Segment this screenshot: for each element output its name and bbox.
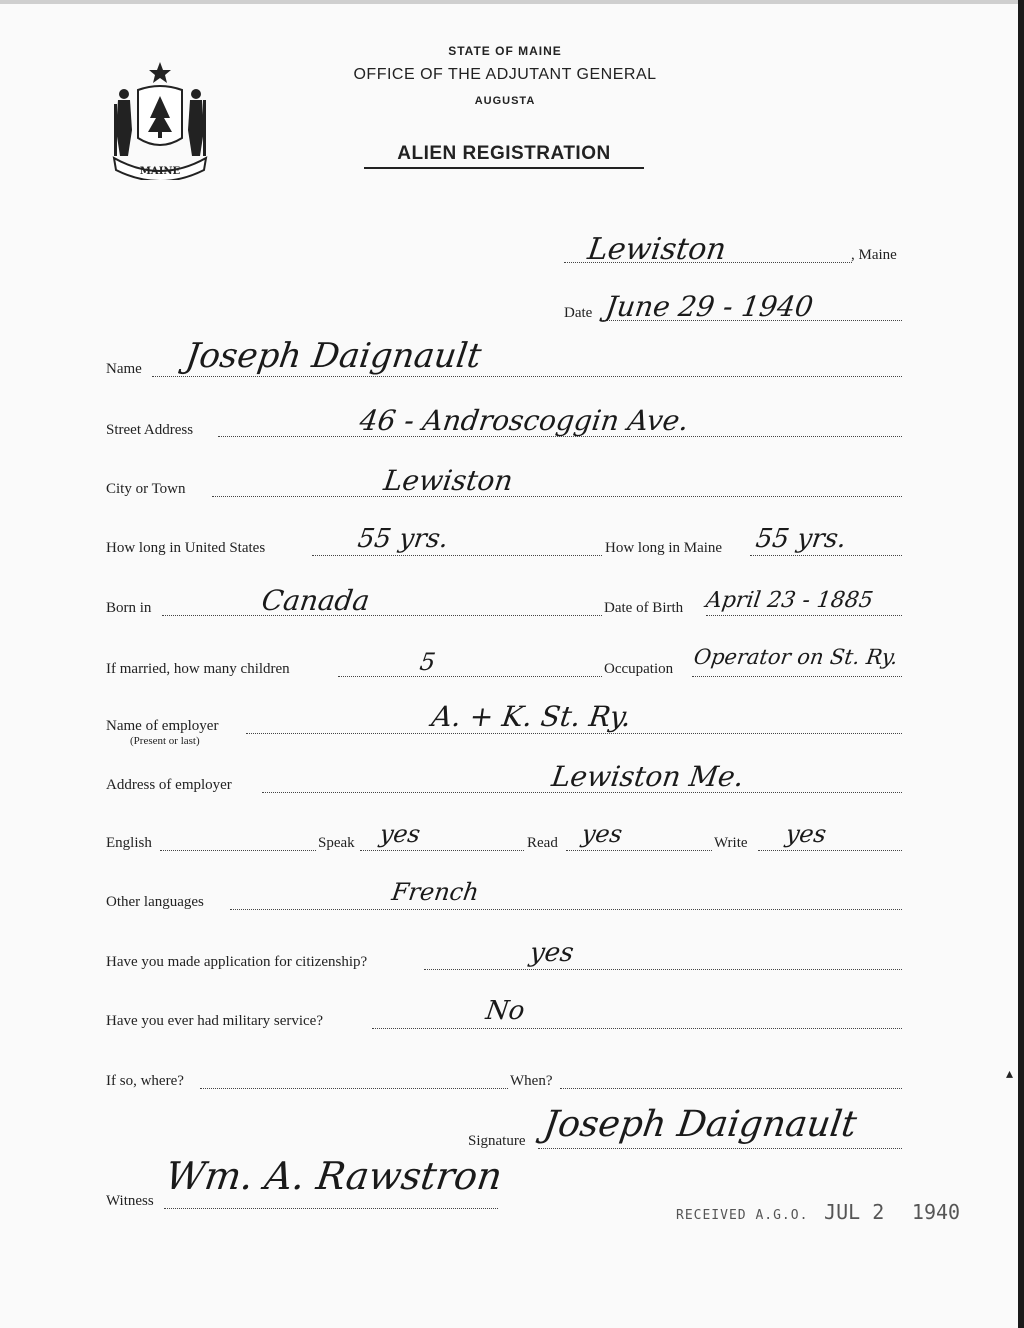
street-address-label: Street Address [106, 422, 194, 438]
born-in-entry: Canada [259, 584, 372, 617]
occupation-entry: Operator on St. Ry. [692, 645, 900, 669]
town-entry: Lewiston [585, 232, 729, 267]
how-long-us-label: How long in United States [106, 540, 266, 556]
military-label: Have you ever had military service? [106, 1013, 323, 1029]
scan-mark-icon: ▴ [1006, 1066, 1014, 1082]
occupation-line [692, 676, 902, 677]
if-so-where-line [200, 1088, 508, 1089]
how-long-maine-entry: 55 yrs. [753, 524, 849, 554]
english-line [160, 850, 316, 851]
employer-name-label: Name of employer [106, 718, 219, 734]
write-line [758, 850, 902, 851]
when-label: When? [510, 1073, 553, 1089]
military-entry: No [483, 996, 527, 1026]
speak-label: Speak [318, 835, 355, 851]
speak-entry: yes [378, 820, 423, 848]
how-long-us-line [312, 555, 602, 556]
city-line [212, 496, 902, 497]
employer-name-sublabel: (Present or last) [130, 735, 200, 747]
signature-entry: Joseph Daignault [541, 1104, 860, 1145]
read-label: Read [527, 835, 558, 851]
city-label: City or Town [106, 481, 186, 497]
read-line [566, 850, 712, 851]
name-line [152, 376, 902, 377]
name-label: Name [106, 361, 142, 377]
maine-seal-icon [108, 60, 212, 180]
citizenship-entry: yes [527, 938, 576, 968]
employer-address-entry: Lewiston Me. [549, 760, 746, 793]
citizenship-label: Have you made application for citizenship? [106, 954, 368, 970]
born-in-label: Born in [106, 600, 152, 616]
city-entry: Lewiston [381, 464, 515, 497]
date-of-birth-label: Date of Birth [604, 600, 684, 616]
children-label: If married, how many children [106, 661, 290, 677]
witness-label: Witness [106, 1193, 154, 1209]
other-languages-line [230, 909, 902, 910]
street-address-entry: 46 - Androscoggin Ave. [357, 404, 691, 437]
witness-entry: Wm. A. Rawstron [162, 1154, 505, 1198]
if-so-where-label: If so, where? [106, 1073, 184, 1089]
signature-line [538, 1148, 902, 1149]
citizenship-line [424, 969, 902, 970]
header-city: AUGUSTA [474, 95, 536, 107]
read-entry: yes [580, 820, 625, 848]
born-in-line [162, 615, 602, 616]
maine-label: , Maine [851, 247, 897, 263]
header-state: STATE OF MAINE [448, 44, 562, 58]
speak-line [360, 850, 524, 851]
signature-label: Signature [468, 1133, 526, 1149]
header-office: OFFICE OF THE ADJUTANT GENERAL [353, 66, 657, 83]
date-of-birth-entry: April 23 - 1885 [704, 588, 875, 613]
other-languages-entry: French [390, 878, 481, 906]
english-label: English [106, 835, 152, 851]
employer-address-label: Address of employer [106, 777, 232, 793]
how-long-maine-line [750, 555, 902, 556]
children-line [338, 676, 602, 677]
stamp-received-text: RECEIVED A.G.O. [676, 1208, 809, 1223]
date-entry: June 29 - 1940 [603, 290, 816, 323]
date-label: Date [564, 305, 593, 321]
received-stamp [676, 1200, 960, 1224]
witness-line [164, 1208, 498, 1209]
write-entry: yes [784, 820, 829, 848]
children-entry: 5 [418, 648, 438, 676]
employer-name-entry: A. + K. St. Ry. [429, 700, 634, 733]
how-long-maine-label: How long in Maine [605, 540, 723, 556]
how-long-us-entry: 55 yrs. [355, 524, 451, 554]
occupation-label: Occupation [604, 661, 674, 677]
scan-edge-top [0, 0, 1024, 4]
when-line [560, 1088, 902, 1089]
employer-name-line [246, 733, 902, 734]
svg-text:MAINE: MAINE [139, 166, 181, 177]
military-line [372, 1028, 902, 1029]
date-of-birth-line [706, 615, 902, 616]
form-title: ALIEN REGISTRATION [364, 143, 644, 169]
other-languages-label: Other languages [106, 894, 204, 910]
name-entry: Joseph Daignault [183, 336, 484, 376]
stamp-year: 1940 [911, 1200, 961, 1224]
stamp-date: JUL 2 [824, 1200, 885, 1224]
scan-edge-right [1018, 0, 1024, 1328]
write-label: Write [714, 835, 748, 851]
